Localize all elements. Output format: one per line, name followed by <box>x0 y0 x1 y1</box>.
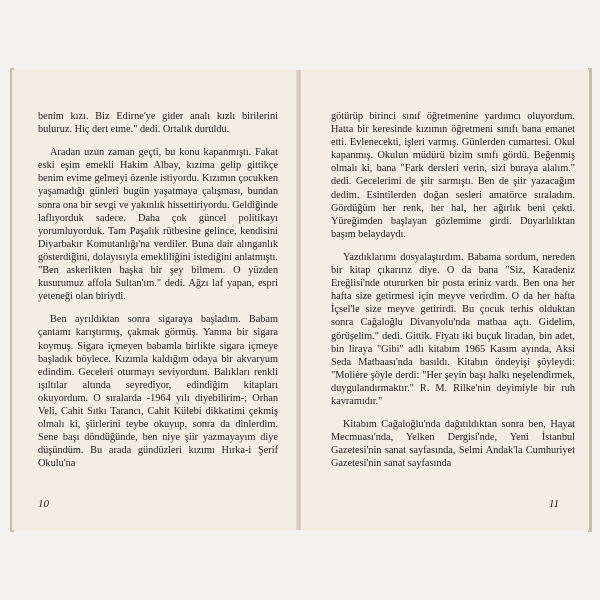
right-paragraph-1: götürüp birinci sınıf öğretmenine yardımcı oluyordum. Hatta bir keresinde kızımın öğretmeni sınıfı bana emanet etti. Evlenecekti, işleri varmış. Günlerden cumartesi. Okul kapanmış. Okulun müdürü bizim sınıfı gördü. Beğenmiş olmalı ki, bana "Fark dersleri verin, sizi buraya alalım." dedi. Gecelerimi de şiir sarmıştı. Ben de şiir yazacağım dedim. Esintilerden doğan sesleri amatörce sıraladım. Gördüğüm her renk, her hal, her ağırlık beni çekti. Yüreğimden başlayan gözlemime girdi. Duyarlılıktan başım belaydaydı. <box>331 111 575 240</box>
left-paragraph-2: Aradan uzun zaman geçti, bu konu kapanmıştı. Fakat eski eşim emekli Hakim Albay, kızıma gelip gittikçe benim evime gelmeyi özenle istiyordu. Kızımın çocukken yaşamadığı günleri bugün yaşatmaya çalışması, bundan sonra ona bir sevgi ve yakınlık hissettiriyordu. Geldiğinde laflıyorduk sadece. Daha çok güncel politikayı yorumluyorduk. Tam Paşalık rütbesine gelince, kendisini Diyarbakır Komutanlığı'na verdiler. Buna dair alınganlık gösterdiğini, dolayısıyla emekliliğini istediğini anlatmıştı. "Ben askerlikten başka bir şey bilmem. O yüzden kusurumuz affola Sultan'ım." dedi. Ağzı laf yapan, espri yeteneği olan biriydi. <box>38 147 278 303</box>
right-page-text <box>331 110 575 480</box>
left-page-text <box>38 110 278 480</box>
right-paragraph-2: Yazdıklarımı dosyalaştırdım. Babama sordum, nereden bir kitap çıkarırız diye. O da bana "Siz, Karadeniz Ereğlisi'nde otururken bir posta eriniz vardı. Ben ona her hafta size getirmesi için meyve verirdim. O da her hafta İçsel'le size meyve getirirdi. Bu çocuk terhis olduktan sonra Cağaloğlu Divanyolu'nda matbaa açtı. Gidelim, görüşelim." dedi. Gittik. Fiyatı iki buçuk liradan, bin adet, bin liraya "Gibi" adlı kitabım 1965 Kasım ayında, Aksi Seda Matbaası'nda basıldı. Kitabın öndeyişi şöyleydi: "Molière şöyle derdi: "Her şeyin başı halkı neşelendirmek, duygulandırmaktır." R. M. Rilke'nin deyimiyle bir ruh kavramıdır." <box>331 251 575 407</box>
left-paragraph-3: Ben ayrıldıktan sonra sigaraya başladım. Babam çantamı karıştırmış, çakmak görmüş. Yanına bir sigara koymuş. Sigara içmeyen babamla birlikte sigara içmeye başladık böylece. Kızımla kaldığım odaya bir akvaryum edindim. Geceleri oturmayı seviyordum. Balıkları renkli ışıltılar altında seyrediyor, edindiğim kitapları okuyordum. O sıralarda -1964 yılı diyebilirim-; Orhan Veli, Cahit Sıtkı Tarancı, Cahit Külebi dikkatimi çekmiş olmalı ki, şiirlerini teybe okuyup, sonra da dinlerdim. Sene başı döndüğünde, ben niye şiir yazmayayım diye düşündüm. Bu arada gündüzleri kızımı Hırka-i Şerif Okulu'na <box>38 314 278 470</box>
left-page <box>12 70 299 530</box>
left-page-number: 10 <box>38 498 49 510</box>
right-page-number: 11 <box>548 498 559 510</box>
right-paragraph-3: Kitabım Cağaloğlu'nda dağıtıldıktan sonra ben, Hayat Mecmuası'nda, Yelken Dergisi'nde, Yeni İstanbul Gazetesi'nin sanat sayfasında, Selmi Andak'la Cumhuriyet Gazetesi'nin sanat sayfasında <box>331 419 575 470</box>
right-page <box>300 70 589 530</box>
left-paragraph-1: benim kızı. Biz Edirne'ye gider analı kızlı birilerini buluruz. Hiç dert etme." dedi. Ortalık duruldu. <box>38 111 278 136</box>
